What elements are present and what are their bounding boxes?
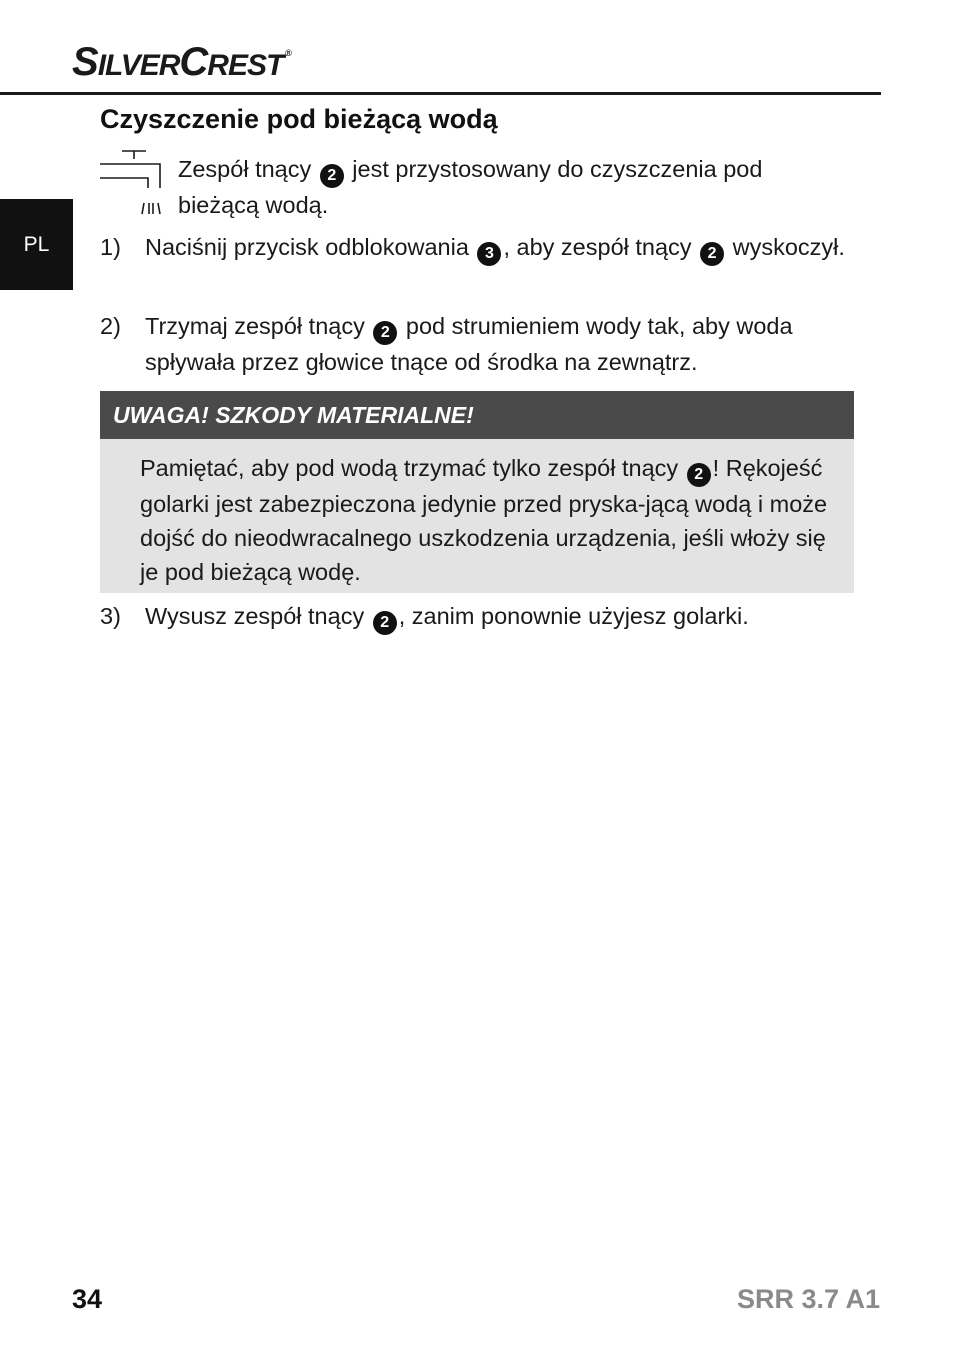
ref-marker: 2 bbox=[320, 164, 344, 188]
step-3: 3) Wysusz zespół tnący 2 , zanim ponownie użyjesz golarki. bbox=[100, 599, 860, 635]
ref-marker: 2 bbox=[373, 321, 397, 345]
running-water-icon bbox=[98, 148, 170, 218]
ref-marker: 2 bbox=[687, 463, 711, 487]
section-title: Czyszczenie pod bieżącą wodą bbox=[100, 104, 498, 134]
warning-text: Pamiętać, aby pod wodą trzymać tylko zespół tnący 2 ! Rękojeść golarki jest zabezpieczona jedynie przed pryska-jącą wodą i może dojść do nieodwracalnego uszkodzenia urządzenia, jeśli włoży się je pod bieżącą wodę. bbox=[140, 455, 828, 585]
page-number: 34 bbox=[72, 1284, 103, 1314]
model-number: SRR 3.7 A1 bbox=[736, 1284, 880, 1314]
step-number: 2) bbox=[100, 313, 121, 339]
brand-logo: SILVERCREST ® bbox=[72, 40, 291, 84]
language-tab bbox=[0, 199, 73, 290]
intro-text: Zespół tnący 2 jest przystosowany do czyszczenia pod bieżącą wodą. bbox=[178, 156, 763, 218]
ref-marker: 2 bbox=[700, 242, 724, 266]
language-label: PL bbox=[23, 232, 50, 256]
ref-marker: 2 bbox=[373, 611, 397, 635]
step-2: 2) Trzymaj zespół tnący 2 pod strumieniem wody tak, aby woda spływała przez głowice tnące od środka na zewnątrz. bbox=[100, 309, 860, 379]
step-1: 1) Naciśnij przycisk odblokowania 3 , aby zespół tnący 2 wyskoczył. bbox=[100, 230, 860, 266]
step-number: 1) bbox=[100, 234, 121, 260]
header-rule bbox=[0, 92, 881, 95]
step-number: 3) bbox=[100, 603, 121, 629]
ref-marker: 3 bbox=[477, 242, 501, 266]
warning-box bbox=[100, 439, 854, 593]
warning-title: UWAGA! SZKODY MATERIALNE! bbox=[100, 391, 854, 439]
